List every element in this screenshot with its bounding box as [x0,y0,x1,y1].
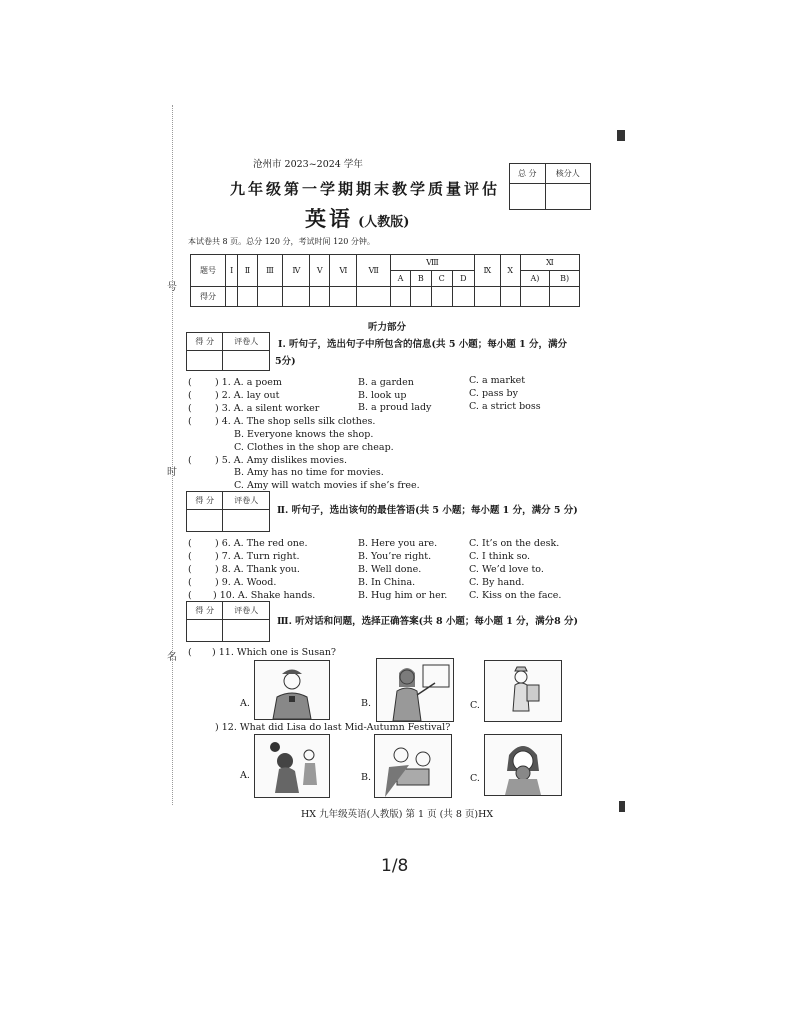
q1-c: C. a market [469,375,526,386]
grader-label: 核分人 [545,164,590,184]
section1-heading-cont: 5分) [275,356,296,367]
score-table [190,254,580,307]
page-footer: HX 九年级英语(人教版) 第 1 页 (共 8 页)HX [301,809,494,820]
row-label-number: 题号 [191,255,226,287]
q6-a: ) 6. A. The red one. [215,538,308,549]
q10-b: B. Hug him or her. [358,590,448,601]
q4-c: C. Clothes in the shop are cheap. [234,442,394,453]
section1-heading: Ⅰ. 听句子，选出句子中所包含的信息(共 5 小题；每小题 1 分，满分 [278,339,568,350]
grader-box-grader: 评卷人 [223,602,270,620]
q2-b: B. look up [358,390,407,401]
group-header: Ⅷ [390,255,474,271]
answer-paren: ( [188,647,192,658]
answer-paren: ( [188,377,192,388]
q4-b: B. Everyone knows the shop. [234,429,374,440]
edition: (人教版) [358,215,410,230]
q12-picture-a-family-party [254,734,330,798]
exam-note: 本试卷共 8 页。总分 120 分，考试时间 120 分钟。 [188,237,375,246]
scan-mark [617,130,625,141]
answer-paren: ( [188,590,192,601]
binding-char: 时 [167,467,177,478]
q6-c: C. It’s on the desk. [469,538,560,549]
option-label: B. [361,772,372,783]
score-cell [238,287,257,307]
col-header: Ⅶ [357,255,391,287]
col-header: Ⅴ [310,255,330,287]
grader-box-cell [223,510,270,532]
q11-picture-a-police-officer [254,660,330,720]
sub-header: B) [550,271,580,287]
q4-a: ) 4. A. The shop sells silk clothes. [215,416,376,427]
grader-box-score: 得 分 [187,333,223,351]
q5-b: B. Amy has no time for movies. [234,467,384,478]
total-score-cell [510,184,546,210]
exam-title: 九年级第一学期期末教学质量评估 [230,180,501,198]
listening-title: 听力部分 [368,322,407,333]
sub-header: A [390,271,410,287]
score-cell [550,287,580,307]
section3-heading: Ⅲ. 听对话和问题，选择正确答案(共 8 小题；每小题 1 分，满分8 分) [277,616,579,627]
q12-picture-b-reading-together [374,734,452,798]
score-cell [520,287,549,307]
grader-box-cell [223,620,270,642]
option-label: C. [470,700,480,711]
col-header: Ⅱ [238,255,257,287]
answer-paren: ( [188,564,192,575]
score-cell [500,287,520,307]
q12: ) 12. What did Lisa do last Mid-Autumn Festival? [215,722,451,733]
answer-paren: ( [188,577,192,588]
score-cell [474,287,500,307]
q8-a: ) 8. A. Thank you. [215,564,300,575]
sub-header: D [452,271,474,287]
answer-paren: ( [188,551,192,562]
col-header: Ⅵ [330,255,357,287]
subject-title: 英语 [305,206,353,231]
subject-line [305,203,409,233]
score-cell [431,287,452,307]
option-label: B. [361,698,372,709]
grader-box-cell [223,351,270,371]
score-cell [452,287,474,307]
q10-a: ) 10. A. Shake hands. [213,590,316,601]
score-cell [390,287,410,307]
score-cell [357,287,391,307]
q2-c: C. pass by [469,388,518,399]
q3-b: B. a proud lady [358,402,432,413]
grader-box-cell [187,351,223,371]
score-cell [283,287,310,307]
q1-b: B. a garden [358,377,414,388]
q7-b: B. You’re right. [358,551,432,562]
option-label: A. [240,698,250,709]
sub-header: B [411,271,431,287]
grader-box-cell [187,620,223,642]
option-label: A. [240,770,250,781]
answer-paren: ( [188,403,192,414]
scan-mark [619,801,625,812]
row-label-score: 得分 [191,287,226,307]
score-cell [257,287,283,307]
grader-box-grader: 评卷人 [223,492,270,510]
score-cell [330,287,357,307]
q11-picture-c-nurse [484,660,562,722]
binding-char: 号 [167,282,177,293]
grader-box [186,601,270,642]
q7-a: ) 7. A. Turn right. [215,551,300,562]
city-year: 沧州市 2023~2024 学年 [253,159,363,170]
q10-c: C. Kiss on the face. [469,590,562,601]
q9-c: C. By hand. [469,577,525,588]
q3-c: C. a strict boss [469,401,541,412]
answer-paren: ( [188,455,192,466]
q6-b: B. Here you are. [358,538,438,549]
page-indicator: 1/8 [381,856,409,876]
col-header: Ⅹ [500,255,520,287]
answer-paren: ( [188,538,192,549]
sub-header: C [431,271,452,287]
score-cell [310,287,330,307]
grader-box-score: 得 分 [187,492,223,510]
col-header: Ⅲ [257,255,283,287]
col-header: Ⅰ [226,255,238,287]
q12-picture-c-eating-mooncake [484,734,562,796]
grader-box-cell [187,510,223,532]
q2-a: ) 2. A. lay out [215,390,280,401]
grader-cell [545,184,590,210]
q11: ) 11. Which one is Susan? [212,647,337,658]
q8-b: B. Well done. [358,564,422,575]
answer-paren: ( [188,416,192,427]
total-score-box [509,163,591,210]
sub-header: A) [520,271,549,287]
col-header: Ⅳ [283,255,310,287]
total-score-label: 总 分 [510,164,546,184]
q1-a: ) 1. A. a poem [215,377,282,388]
grader-box-score: 得 分 [187,602,223,620]
score-cell [411,287,431,307]
grader-box [186,491,270,532]
q8-c: C. We’d love to. [469,564,544,575]
score-cell [226,287,238,307]
q9-b: B. In China. [358,577,416,588]
q9-a: ) 9. A. Wood. [215,577,277,588]
q11-picture-b-teacher [376,658,454,722]
q5-a: ) 5. A. Amy dislikes movies. [215,455,347,466]
q3-a: ) 3. A. a silent worker [215,403,320,414]
group-header: Ⅺ [520,255,579,271]
section2-heading: Ⅱ. 听句子，选出该句的最佳答语(共 5 小题；每小题 1 分，满分 5 分) [277,505,578,516]
grader-box-grader: 评卷人 [223,333,270,351]
grader-box [186,332,270,371]
binding-char: 名 [167,652,177,663]
q5-c: C. Amy will watch movies if she’s free. [234,480,420,491]
q7-c: C. I think so. [469,551,531,562]
option-label: C. [470,773,480,784]
answer-paren: ( [188,390,192,401]
col-header: Ⅸ [474,255,500,287]
binding-line [172,105,173,805]
